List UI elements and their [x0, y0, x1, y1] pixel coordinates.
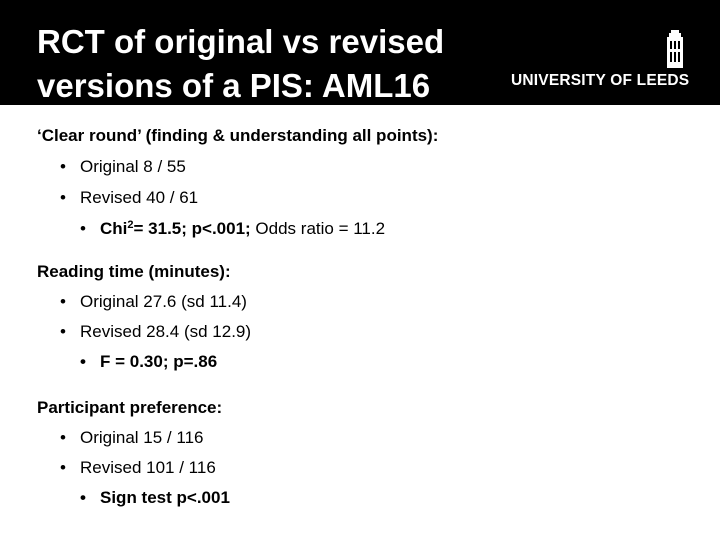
list-item — [60, 322, 251, 342]
section-heading-preference: Participant preference: — [37, 398, 223, 417]
logo-text: UNIVERSITY OF LEEDS — [511, 72, 690, 89]
chi-result: = 31.5; p<.001; — [133, 219, 251, 238]
stat-line — [80, 219, 385, 239]
bullet: • — [60, 188, 66, 207]
list-item — [60, 292, 247, 312]
stat-text: F = 0.30; p=.86 — [100, 352, 218, 371]
slide-title-line-2: versions of a PIS: AML16 — [37, 67, 431, 104]
list-item-text: Revised 101 / 116 — [80, 458, 216, 477]
list-item — [60, 428, 203, 448]
list-item — [60, 188, 198, 208]
bullet: • — [60, 322, 66, 341]
bullet: • — [60, 292, 66, 311]
bullet: • — [80, 488, 86, 507]
list-item-text: Original 8 / 55 — [80, 157, 186, 176]
section-heading-reading-time: Reading time (minutes): — [37, 262, 231, 281]
list-item-text: Revised 28.4 (sd 12.9) — [80, 322, 252, 341]
chi-label: Chi — [100, 219, 128, 238]
list-item — [60, 157, 186, 177]
list-item-text: Original 27.6 (sd 11.4) — [80, 292, 247, 311]
list-item-text: Original 15 / 116 — [80, 428, 204, 447]
bullet: • — [60, 428, 66, 447]
bullet: • — [80, 352, 86, 371]
slide-title-line-1: RCT of original vs revised — [37, 23, 445, 60]
bullet: • — [60, 157, 66, 176]
odds-ratio: Odds ratio = 11.2 — [250, 219, 386, 238]
bullet: • — [80, 219, 86, 238]
stat-text: Sign test p<.001 — [100, 488, 230, 507]
section-heading-clear-round: ‘Clear round’ (finding & understanding all points): — [37, 126, 439, 145]
bullet: • — [60, 458, 66, 477]
chi-superscript: 2 — [127, 219, 134, 231]
stat-line — [80, 488, 230, 508]
list-item-text: Revised 40 / 61 — [80, 188, 199, 207]
stat-line — [80, 352, 217, 372]
list-item — [60, 458, 216, 478]
